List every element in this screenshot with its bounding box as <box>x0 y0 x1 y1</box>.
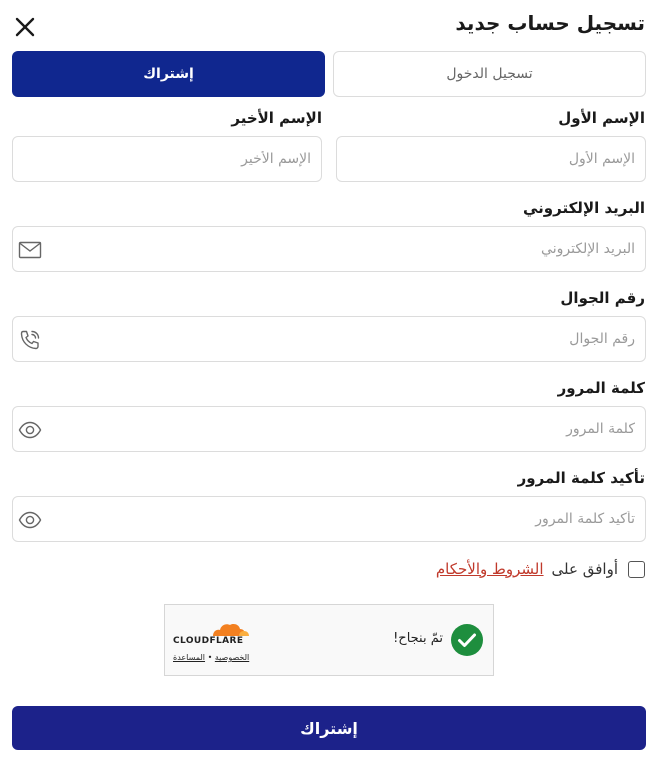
captcha-links <box>173 653 249 662</box>
password-label: كلمة المرور <box>557 379 645 397</box>
last-name-field <box>12 136 322 182</box>
email-input[interactable] <box>53 227 645 271</box>
phone-field <box>12 316 646 362</box>
close-icon[interactable] <box>12 14 38 40</box>
mail-icon <box>18 238 42 262</box>
last-name-label: الإسم الأخير <box>231 109 322 127</box>
privacy-link[interactable]: الخصوصية <box>214 653 250 662</box>
agree-text: أوافق على <box>551 560 618 578</box>
captcha-link-separator: • <box>207 653 213 662</box>
captcha-status: تمّ بنجاح! <box>393 631 443 646</box>
first-name-label: الإسم الأول <box>558 109 645 127</box>
eye-icon[interactable] <box>18 418 42 442</box>
success-check-icon <box>451 624 483 656</box>
email-field <box>12 226 646 272</box>
password-field <box>12 406 646 452</box>
password-input[interactable] <box>53 407 645 451</box>
first-name-field <box>336 136 646 182</box>
tab-signup[interactable]: إشتراك <box>12 51 325 97</box>
terms-link[interactable]: الشروط والأحكام <box>435 560 544 578</box>
terms-agreement <box>436 558 645 580</box>
dialog-title: تسجيل حساب جديد <box>455 11 645 35</box>
first-name-input[interactable] <box>337 137 645 181</box>
help-link[interactable]: المساعدة <box>173 653 206 662</box>
confirm-password-input[interactable] <box>53 497 645 541</box>
eye-icon[interactable] <box>18 508 42 532</box>
terms-checkbox[interactable] <box>628 561 645 578</box>
phone-input[interactable] <box>53 317 645 361</box>
dialog-header <box>0 0 659 50</box>
phone-label: رقم الجوال <box>560 289 645 307</box>
last-name-input[interactable] <box>13 137 321 181</box>
confirm-password-field <box>12 496 646 542</box>
email-label: البريد الإلكتروني <box>523 199 645 217</box>
cloudflare-brand-text: CLOUDFLARE <box>173 636 244 646</box>
auth-tabs <box>12 51 646 97</box>
confirm-password-label: تأكيد كلمة المرور <box>517 469 645 487</box>
tab-login[interactable]: تسجيل الدخول <box>333 51 646 97</box>
phone-icon <box>18 328 42 352</box>
submit-button[interactable]: إشتراك <box>12 706 646 750</box>
captcha-widget <box>164 604 494 676</box>
